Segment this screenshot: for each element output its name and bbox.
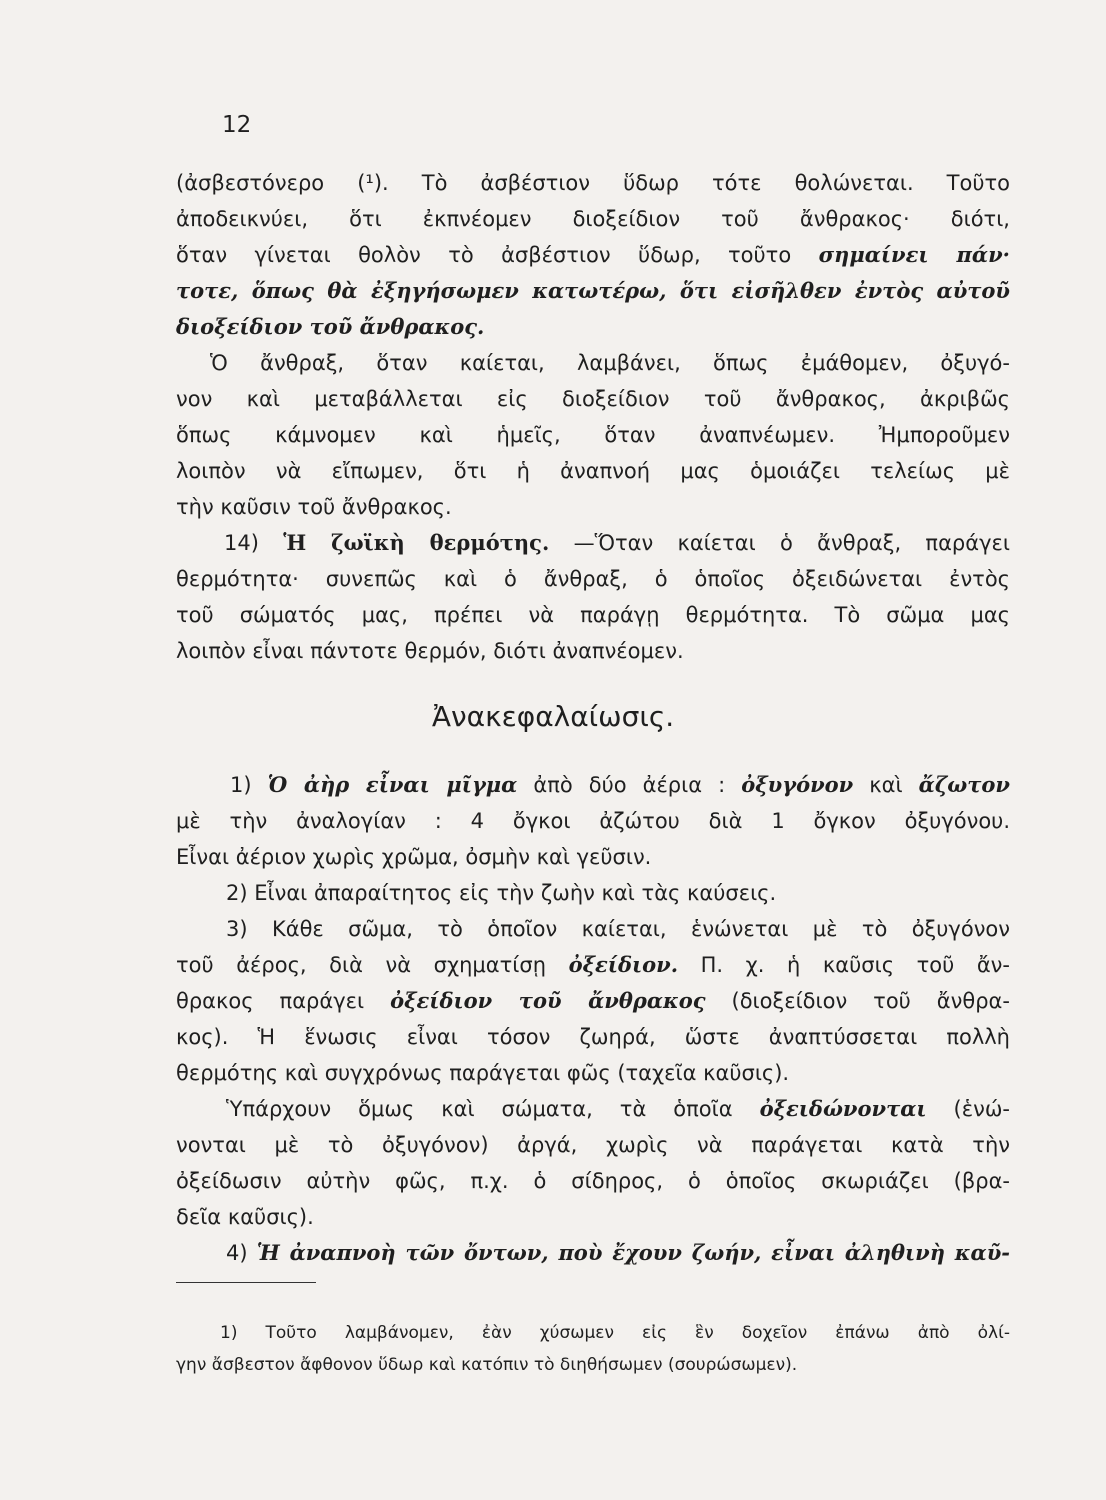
text-line: Ὁ ἄνθραξ, ὅταν καίεται, λαμβάνει, ὅπως ἐμάθομεν, ὀξυγό- — [210, 351, 1010, 375]
summary-item-2: 2) Εἶναι ἀπαραίτητος εἰς τὴν ζωὴν καὶ τὰς καύσεις. — [226, 881, 777, 905]
text-line: (ἀσβεστόνερο (¹). Τὸ ἀσβέστιον ὕδωρ τότε θολώνεται. Τοῦτο — [176, 171, 1010, 195]
emphasis-text: Ἡ ἀναπνοὴ τῶν ὄντων, ποὺ ἔχουν ζωήν, εἶναι ἀληθινὴ καῦ- — [256, 1240, 1010, 1265]
emphasis-text: ὀξειδώνονται — [759, 1096, 927, 1121]
emphasis-text: ὀξείδιον. — [568, 952, 679, 977]
text-span: θρακος παράγει — [176, 989, 365, 1013]
summary-heading: Ἀνακεφαλαίωσις. — [431, 700, 675, 733]
text-line: Εἶναι ἀέριον χωρὶς χρῶμα, ὀσμὴν καὶ γεῦσιν. — [176, 845, 652, 869]
footnote-divider — [176, 1282, 316, 1283]
footnote-line: γην ἄσβεστον ἄφθονον ὕδωρ καὶ κατόπιν τὸ διηθήσωμεν (σουρώσωμεν). — [176, 1355, 798, 1375]
text-line: θερμότητα· συνεπῶς καὶ ὁ ἄνθραξ, ὁ ὁποῖος ὀξειδώνεται ἐντὸς — [176, 567, 1010, 591]
text-span: καὶ — [869, 773, 903, 797]
text-line — [176, 986, 1010, 1016]
section-14-first-line — [224, 528, 1010, 558]
text-line: θερμότης καὶ συγχρόνως παράγεται φῶς (ταχεῖα καῦσις). — [176, 1061, 790, 1085]
emphasis-line: τοτε, ὅπως θὰ ἐξηγήσωμεν κατωτέρω, ὅτι εἰσῆλθεν ἐντὸς αὐτοῦ — [176, 278, 1010, 303]
item-number: 1) — [230, 773, 252, 797]
text-span: —Ὅταν καίεται ὁ ἄνθραξ, παράγει — [573, 531, 1010, 555]
text-line: νον καὶ μεταβάλλεται εἰς διοξείδιον τοῦ ἄνθρακος, ἀκριβῶς — [176, 387, 1010, 411]
text-span: Ὑπάρχουν ὅμως καὶ σώματα, τὰ ὁποῖα — [226, 1097, 733, 1121]
item-number: 4) — [226, 1241, 248, 1265]
text-span: ἀπὸ δύο ἀέρια : — [533, 773, 726, 797]
text-span: (ἑνώ- — [953, 1097, 1010, 1121]
text-line: λοιπὸν εἶναι πάντοτε θερμόν, διότι ἀναπνέομεν. — [176, 639, 684, 663]
text-line: κος). Ἡ ἕνωσις εἶναι τόσον ζωηρά, ὥστε ἀναπτύσσεται πολλὴ — [176, 1025, 1010, 1049]
page-number: 12 — [222, 112, 252, 138]
text-line: μὲ τὴν ἀναλογίαν : 4 ὄγκοι ἀζώτου διὰ 1 ὄγκον ὀξυγόνου. — [176, 809, 1010, 833]
text-line: λοιπὸν νὰ εἴπωμεν, ὅτι ἡ ἀναπνοή μας ὁμοιάζει τελείως μὲ — [176, 459, 1010, 483]
text-span: ὅταν γίνεται θολὸν τὸ ἀσβέστιον ὕδωρ, τοῦτο — [176, 243, 792, 267]
text-line: ὀξείδωσιν αὐτὴν φῶς, π.χ. ὁ σίδηρος, ὁ ὁποῖος σκωριάζει (βρα- — [176, 1169, 1010, 1193]
text-line: ὅπως κάμνομεν καὶ ἡμεῖς, ὅταν ἀναπνέωμεν. Ἠμποροῦμεν — [176, 423, 1010, 447]
summary-paragraph-line — [226, 1094, 1010, 1124]
text-line: νονται μὲ τὸ ὀξυγόνον) ἀργά, χωρὶς νὰ παράγεται κατὰ τὴν — [176, 1133, 1010, 1157]
text-span: (διοξείδιον τοῦ ἄνθρα- — [731, 989, 1010, 1013]
footnote-line: 1) Τοῦτο λαμβάνομεν, ἐὰν χύσωμεν εἰς ἓν δοχεῖον ἐπάνω ἀπὸ ὀλί- — [220, 1323, 1010, 1343]
text-line — [176, 950, 1010, 980]
text-line: τὴν καῦσιν τοῦ ἄνθρακος. — [176, 495, 452, 519]
emphasis-text: σημαίνει πάν· — [818, 242, 1010, 267]
emphasis-text: ἄζωτον — [918, 772, 1010, 797]
summary-item-3-line: 3) Κάθε σῶμα, τὸ ὁποῖον καίεται, ἑνώνεται μὲ τὸ ὀξυγόνον — [226, 917, 1010, 941]
section-title: Ἡ ζωϊκὴ θερμότης. — [283, 530, 550, 555]
summary-item-4-line — [226, 1238, 1010, 1268]
summary-item-1-line — [230, 770, 1010, 800]
text-span: Π. χ. ἡ καῦσις τοῦ ἄν- — [700, 953, 1010, 977]
text-span: τοῦ ἀέρος, διὰ νὰ σχηματίσῃ — [176, 953, 547, 977]
text-line: δεῖα καῦσις). — [176, 1205, 314, 1229]
emphasis-text: ὀξυγόνον — [741, 772, 854, 797]
emphasis-text: Ὁ ἀὴρ εἶναι μῖγμα — [267, 772, 518, 797]
text-line: τοῦ σώματός μας, πρέπει νὰ παράγῃ θερμότητα. Τὸ σῶμα μας — [176, 603, 1010, 627]
text-line: ἀποδεικνύει, ὅτι ἐκπνέομεν διοξείδιον τοῦ ἄνθρακος· διότι, — [176, 207, 1010, 231]
section-number: 14) — [224, 531, 259, 555]
emphasis-text: ὀξείδιον τοῦ ἄνθρακος — [390, 988, 706, 1013]
text-line — [176, 240, 1010, 270]
emphasis-line: διοξείδιον τοῦ ἄνθρακος. — [176, 314, 485, 339]
